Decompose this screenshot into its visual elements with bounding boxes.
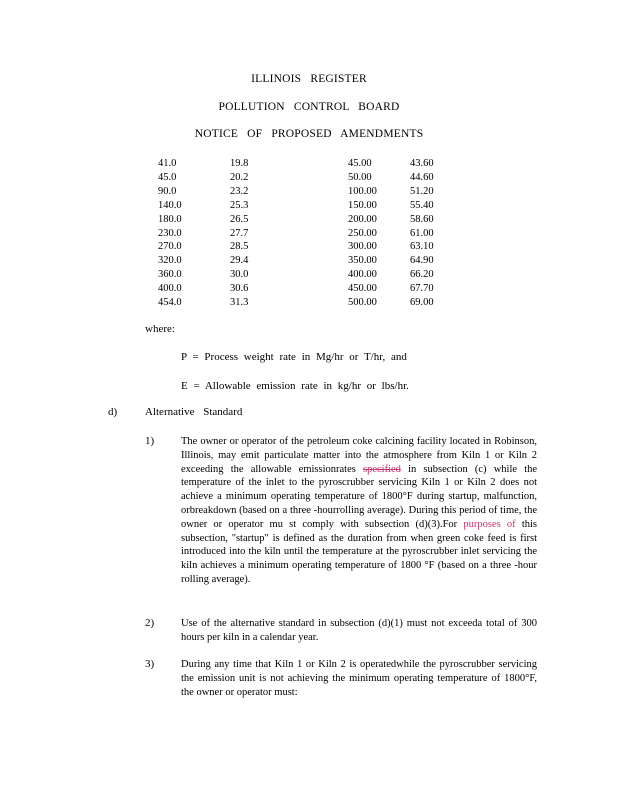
header-board [0, 101, 618, 113]
table-cell: 250.00 [348, 227, 377, 239]
header-line-3: NOTICE OF PROPOSED AMENDMENTS [194, 128, 424, 140]
table-cell: 30.6 [230, 283, 249, 295]
item-1-text [181, 435, 537, 587]
table-cell: 90.0 [158, 185, 177, 197]
table-cell: 19.8 [230, 158, 249, 169]
header-line-2: POLLUTION CONTROL BOARD [218, 101, 400, 113]
table-cell: 23.2 [230, 185, 249, 197]
table-cell: 64.90 [410, 255, 434, 267]
definition-p: P = Process weight rate in Mg/hr or T/hr, and [181, 351, 407, 363]
table-cell: 270.0 [158, 241, 182, 253]
table-cell: 300.00 [348, 241, 377, 253]
table-cell: 140.0 [158, 199, 182, 211]
table-cell: 44.60 [410, 171, 434, 183]
table-cell: 66.20 [410, 269, 434, 281]
table-row [150, 227, 460, 241]
table-row [150, 268, 460, 282]
table-cell: 180.0 [158, 213, 182, 225]
section-d-title: Alternative Standard [145, 406, 243, 418]
item-3-number: 3) [145, 658, 155, 670]
table-row [150, 240, 460, 254]
table-cell: 400.0 [158, 283, 182, 295]
table-cell: 58.60 [410, 213, 434, 225]
table-row [150, 213, 460, 227]
table-cell: 230.0 [158, 227, 182, 239]
table-cell: 450.00 [348, 283, 377, 295]
emission-rate-table [150, 157, 460, 310]
table-cell: 320.0 [158, 255, 182, 267]
item-1-number: 1) [145, 435, 155, 447]
table-cell: 360.0 [158, 269, 182, 281]
table-cell: 31.3 [230, 297, 249, 309]
table-cell: 45.0 [158, 171, 177, 183]
table-cell: 61.00 [410, 227, 434, 239]
table-cell: 100.00 [348, 185, 377, 197]
table-row [150, 171, 460, 185]
table-cell: 29.4 [230, 255, 249, 267]
table-cell: 30.0 [230, 269, 249, 281]
item-1-text-a: The owner or operator of the petroleum coke calcining facility located in Robinson, Illinois, may emit particulate matter into the atmosphere from Kiln 1 or Kiln 2 exceeding the allowable emissionrates [181, 436, 537, 475]
table-row [150, 157, 460, 171]
table-cell: 454.0 [158, 297, 182, 309]
table-cell: 69.00 [410, 297, 434, 309]
struck-text: specified [363, 463, 401, 475]
item-2-number: 2) [145, 617, 155, 629]
item-3-text: During any time that Kiln 1 or Kiln 2 is operatedwhile the pyroscrubber servicing the emission unit is not achieving the minimum operating temperature of 1800°F, the owner or operator must: [181, 659, 537, 698]
table-cell: 55.40 [410, 199, 434, 211]
table-row [150, 282, 460, 296]
header-line-1: ILLINOIS REGISTER [251, 73, 367, 85]
header-notice [0, 128, 618, 140]
table-cell: 28.5 [230, 241, 249, 253]
definition-e: E = Allowable emission rate in kg/hr or lbs/hr. [181, 380, 409, 392]
table-cell: 50.00 [348, 171, 372, 183]
table-cell: 200.00 [348, 213, 377, 225]
item-2-text: Use of the alternative standard in subsection (d)(1) must not exceeda total of 300 hours per kiln in a calendar year. [181, 618, 537, 643]
table-cell: 350.00 [348, 255, 377, 267]
header-register [0, 73, 618, 85]
table-cell: 67.70 [410, 283, 434, 295]
item-1-text-b: in subsection (c) while the temperature of the inlet to the pyroscrubber servicing Kiln 1 or Kiln 2 does not achieve a minimum operating temperature of 1800°F during startup, malfunction, orbreakdown (based on a three -hourrolling average). During this period of time, the owner or operator mu st comply with subsection (d)(3).For [181, 463, 538, 530]
table-cell: 20.2 [230, 171, 249, 183]
where-label: where: [145, 323, 175, 335]
table-cell: 63.10 [410, 241, 434, 253]
table-row [150, 185, 460, 199]
item-1-text-c: this subsection, "startup" is defined as the duration from when green coke feed is first introduced into the kiln until the temperature at the pyroscrubber inlet servicing the kiln achieves a minimum operating temperature of 1800 °F (based on a three -hour rolling average). [181, 518, 538, 585]
inserted-text: purposes of [463, 518, 516, 530]
table-row [150, 254, 460, 268]
table-cell: 51.20 [410, 185, 434, 197]
table-cell: 500.00 [348, 297, 377, 309]
table-cell: 43.60 [410, 158, 434, 169]
table-row [150, 199, 460, 213]
section-d-label: d) [108, 406, 118, 418]
table-cell: 45.00 [348, 158, 372, 169]
table-cell: 41.0 [158, 158, 177, 169]
table-cell: 25.3 [230, 199, 249, 211]
table-cell: 27.7 [230, 227, 249, 239]
table-cell: 400.00 [348, 269, 377, 281]
table-cell: 26.5 [230, 213, 249, 225]
table-row [150, 296, 460, 310]
table-cell: 150.00 [348, 199, 377, 211]
